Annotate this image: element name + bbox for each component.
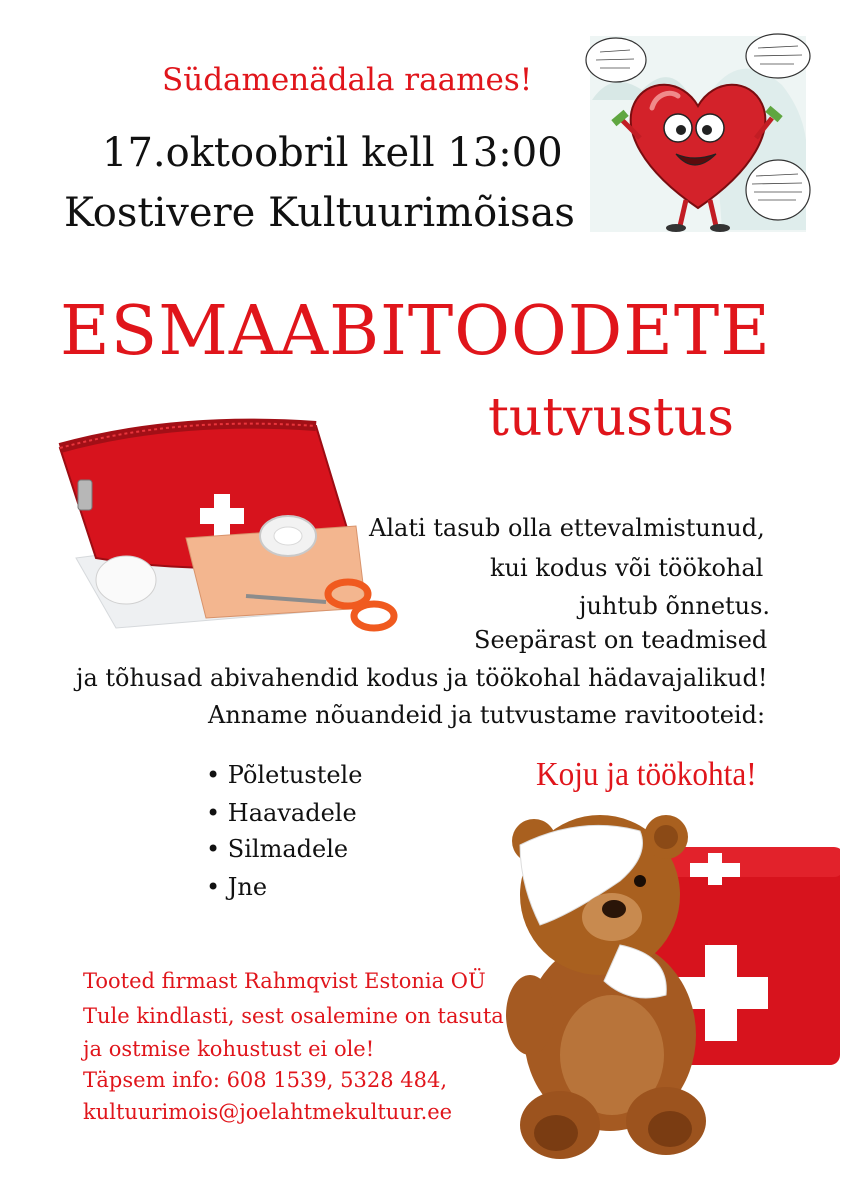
body-line-3: juhtub õnnetus. bbox=[579, 592, 771, 620]
accent-slogan: Koju ja töökohta! bbox=[536, 756, 757, 793]
footer-line-3: ja ostmise kohustust ei ole! bbox=[83, 1037, 375, 1061]
body-line-2: kui kodus või töökohal bbox=[490, 554, 764, 582]
body-line-1: Alati tasub olla ettevalmistunud, bbox=[369, 514, 765, 542]
body-line-4: Seepärast on teadmised bbox=[474, 626, 768, 654]
body-line-6: Anname nõuandeid ja tutvustame ravitooteid: bbox=[208, 701, 766, 729]
poster-title: ESMAABITOODETE bbox=[60, 292, 771, 371]
footer-line-1: Tooted firmast Rahmqvist Estonia OÜ bbox=[83, 969, 486, 993]
bullet-item: • Jne bbox=[206, 873, 268, 901]
footer-contact-phone: Täpsem info: 608 1539, 5328 484, bbox=[83, 1068, 447, 1092]
poster-subtitle: tutvustus bbox=[488, 388, 734, 448]
event-date-time: 17.oktoobril kell 13:00 bbox=[102, 130, 563, 176]
heart-mascot-image bbox=[582, 30, 814, 238]
bullet-item: • Haavadele bbox=[206, 799, 357, 827]
body-line-5: ja tõhusad abivahendid kodus ja töökohal hädavajalikud! bbox=[76, 664, 768, 692]
teddy-bear-image bbox=[500, 805, 840, 1165]
footer-line-2: Tule kindlasti, sest osalemine on tasuta bbox=[83, 1004, 504, 1028]
event-context-heading: Südamenädala raames! bbox=[162, 62, 533, 98]
bullet-item: • Põletustele bbox=[206, 761, 363, 789]
first-aid-kit-image bbox=[56, 408, 406, 638]
footer-contact-email: kultuurimois@joelahtmekultuur.ee bbox=[83, 1100, 453, 1124]
event-venue: Kostivere Kultuurimõisas bbox=[64, 190, 575, 236]
bullet-item: • Silmadele bbox=[206, 835, 349, 863]
